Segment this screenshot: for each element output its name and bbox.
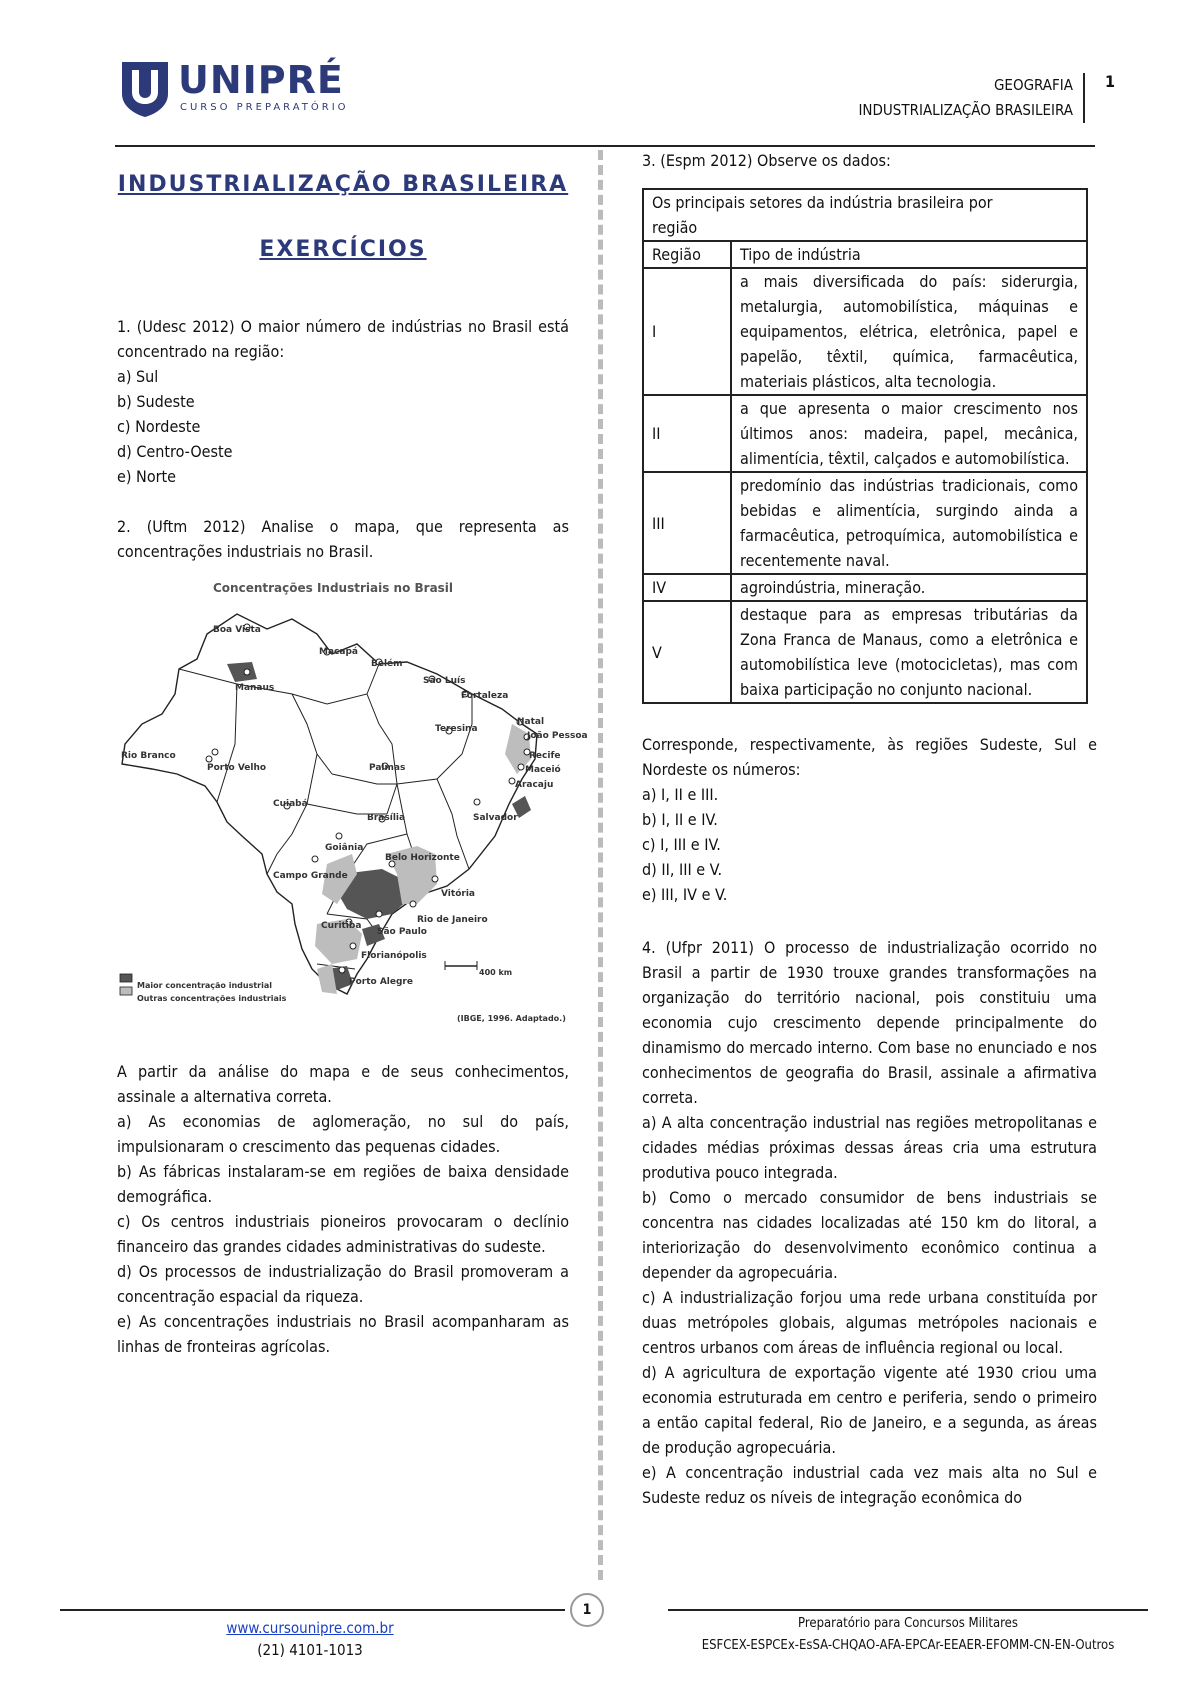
- question-4-option: a) A alta concentração industrial nas regiões metropolitanas e cidades médias próximas dessas áreas cria uma estrutura produtiva pouco integrada.: [642, 1113, 1097, 1182]
- map-city-label: Maceió: [525, 765, 561, 775]
- map-city-label: São Luís: [423, 676, 466, 686]
- table-cell-region: IV: [643, 574, 731, 601]
- question-1-option: b) Sudeste: [117, 392, 195, 411]
- footer-phone: (21) 4101-1013: [257, 1641, 363, 1659]
- footer-rule-right: [668, 1609, 1148, 1611]
- map-city-label: Rio de Janeiro: [417, 915, 488, 925]
- question-2-option: d) Os processos de industrialização do Brasil promoveram a concentração espacial da riqueza.: [117, 1262, 569, 1306]
- map-city-label: Teresina: [435, 724, 478, 734]
- table-row: [643, 395, 1087, 472]
- footer-exams: ESFCEX-ESPCEx-EsSA-CHQAO-AFA-EPCAr-EEAER-EFOMM-CN-EN-Outros: [701, 1638, 1115, 1653]
- brand-subtitle: CURSO PREPARATÓRIO: [180, 102, 349, 113]
- map-city-label: Curitiba: [321, 921, 362, 931]
- map-title: Concentrações Industriais no Brasil: [213, 581, 454, 595]
- page-title: INDUSTRIALIZAÇÃO BRASILEIRA: [117, 172, 569, 197]
- header-page-number: 1: [1105, 72, 1116, 91]
- website-link[interactable]: www.cursounipre.com.br: [226, 1619, 394, 1637]
- question-1-stem: 1. (Udesc 2012) O maior número de indústrias no Brasil está concentrado na região:: [117, 317, 569, 361]
- table-row: [643, 601, 1087, 703]
- table-cell-region: II: [643, 395, 731, 472]
- footer-rule-left: [60, 1609, 565, 1611]
- section-title: EXERCÍCIOS: [259, 237, 427, 262]
- map-scale-label: 400 km: [479, 968, 513, 977]
- map-city-label: Belém: [371, 659, 403, 669]
- map-city-label: Porto Alegre: [349, 977, 413, 987]
- header-subject-block: [858, 73, 1085, 123]
- table-cell-type: destaque para as empresas tributárias da Zona Franca de Manaus, como a eletrônica e automobilística leve (motocicletas), mas com baixa participação no conjunto nacional.: [731, 601, 1087, 703]
- map-source: (IBGE, 1996. Adaptado.): [457, 1014, 566, 1023]
- table-cell-region: III: [643, 472, 731, 574]
- question-1-option: a) Sul: [117, 367, 159, 386]
- map-city-label: Brasília: [367, 813, 406, 823]
- shield-logo-icon: [120, 60, 170, 118]
- question-3-option: a) I, II e III.: [642, 785, 719, 804]
- question-2-stem: 2. (Uftm 2012) Analise o mapa, que representa as concentrações industriais no Brasil.: [117, 517, 569, 561]
- question-4-option: c) A industrialização forjou uma rede urbana constituída por duas metrópoles globais, algumas metrópoles nacionais e centros urbanos com áreas de influência regional ou local.: [642, 1288, 1097, 1357]
- map-city-label: Palmas: [369, 763, 406, 773]
- question-4-option: e) A concentração industrial cada vez mais alta no Sul e Sudeste reduz os níveis de integração econômica do: [642, 1463, 1097, 1507]
- question-3-option: e) III, IV e V.: [642, 885, 728, 904]
- right-column: [642, 148, 1097, 1510]
- table-cell-type: a mais diversificada do país: siderurgia, metalurgia, automobilística, máquinas e equipamentos, elétrica, eletrônica, papel e papelão, têxtil, química, farmacêutica, materiais plásticos, alta tecnologia.: [731, 268, 1087, 395]
- table-cell-type: agroindústria, mineração.: [731, 574, 1087, 601]
- map-city-label: São Paulo: [377, 927, 427, 937]
- header-rule: [115, 145, 1095, 147]
- table-row: [643, 268, 1087, 395]
- question-1-option: e) Norte: [117, 467, 177, 486]
- brazil-industry-map: [117, 574, 597, 1044]
- footer-contact: [160, 1617, 460, 1661]
- logo: [120, 60, 350, 120]
- map-city-label: Macapá: [319, 647, 358, 657]
- table-caption: Os principais setores da indústria brasileira por região: [643, 189, 1087, 241]
- map-city-label: Campo Grande: [273, 871, 348, 881]
- header-topic: INDUSTRIALIZAÇÃO BRASILEIRA: [858, 101, 1073, 119]
- table-cell-type: predomínio das indústrias tradicionais, como bebidas e alimentícia, surgindo ainda a farmacêutica, petroquímica, automobilística e recentemente naval.: [731, 472, 1087, 574]
- question-1-option: d) Centro-Oeste: [117, 442, 233, 461]
- table-row: [643, 472, 1087, 574]
- question-4-option: d) A agricultura de exportação vigente até 1930 criou uma economia estruturada em centro e periferia, sendo o primeiro a então capital federal, Rio de Janeiro, e a segunda, as áreas de produção agropecuária.: [642, 1363, 1097, 1457]
- map-city-label: Porto Velho: [207, 763, 267, 773]
- column-divider: [598, 150, 603, 1580]
- map-city-label: Natal: [517, 717, 545, 727]
- map-city-label: Goiânia: [325, 843, 364, 853]
- map-city-label: Aracaju: [515, 780, 554, 790]
- footer-tagline: Preparatório para Concursos Militares: [798, 1616, 1018, 1631]
- map-legend-major: Maior concentração industrial: [137, 981, 272, 990]
- map-city-label: Rio Branco: [121, 751, 176, 761]
- question-2-option: c) Os centros industriais pioneiros provocaram o declínio financeiro das grandes cidades administrativas do sudeste.: [117, 1212, 569, 1256]
- table-row: [643, 574, 1087, 601]
- map-city-label: Florianópolis: [361, 951, 427, 961]
- map-city-label: Vitória: [441, 889, 475, 899]
- table-header-region: Região: [643, 241, 731, 268]
- map-city-label: Fortaleza: [461, 691, 509, 701]
- question-2-option: b) As fábricas instalaram-se em regiões de baixa densidade demográfica.: [117, 1162, 569, 1206]
- footer-info: [668, 1613, 1148, 1657]
- map-city-label: Belo Horizonte: [385, 853, 460, 863]
- table-cell-region: V: [643, 601, 731, 703]
- question-4-stem: 4. (Ufpr 2011) O processo de industrialização ocorrido no Brasil a partir de 1930 trouxe grandes transformações na organização do território nacional, pois constituiu uma economia cujo crescimento depende principalmente do dinamismo do mercado interno. Com base no enunciado e nos conhecimentos de geografia do Brasil, assinale a afirmativa correta.: [642, 938, 1097, 1107]
- question-1-option: c) Nordeste: [117, 417, 201, 436]
- question-2-option: e) As concentrações industriais no Brasil acompanharam as linhas de fronteiras agrícolas.: [117, 1312, 569, 1356]
- table-header-type: Tipo de indústria: [731, 241, 1087, 268]
- map-city-label: Cuiabá: [273, 799, 308, 809]
- left-column: [117, 172, 588, 1359]
- industry-sectors-table: [642, 188, 1088, 704]
- question-2-option: a) As economias de aglomeração, no sul do país, impulsionaram o crescimento das pequenas cidades.: [117, 1112, 569, 1156]
- question-4-option: b) Como o mercado consumidor de bens industriais se concentra nas cidades localizadas até 150 km do litoral, a interiorização do desenvolvimento econômico continua a depender da agropecuária.: [642, 1188, 1097, 1282]
- map-city-label: Recife: [529, 751, 561, 761]
- footer-page-number: 1: [570, 1593, 604, 1627]
- map-city-label: João Pessoa: [527, 731, 588, 741]
- question-3-prompt: Corresponde, respectivamente, às regiões Sudeste, Sul e Nordeste os números:: [642, 735, 1097, 779]
- map-city-label: Boa Vista: [213, 625, 261, 635]
- map-city-label: Manaus: [235, 683, 275, 693]
- table-cell-region: I: [643, 268, 731, 395]
- question-3-option: b) I, II e IV.: [642, 810, 718, 829]
- question-2-prompt: A partir da análise do mapa e de seus conhecimentos, assinale a alternativa correta.: [117, 1062, 569, 1106]
- question-3-option: d) II, III e V.: [642, 860, 723, 879]
- map-city-label: Salvador: [473, 813, 518, 823]
- question-3-stem: 3. (Espm 2012) Observe os dados:: [642, 151, 891, 170]
- table-cell-type: a que apresenta o maior crescimento nos últimos anos: madeira, papel, mecânica, alimentícia, têxtil, calçados e automobilística.: [731, 395, 1087, 472]
- header-subject: GEOGRAFIA: [993, 76, 1073, 94]
- brand-name: UNIPRÉ: [178, 58, 344, 102]
- question-3-option: c) I, III e IV.: [642, 835, 721, 854]
- map-legend-other: Outras concentrações industriais: [137, 994, 287, 1003]
